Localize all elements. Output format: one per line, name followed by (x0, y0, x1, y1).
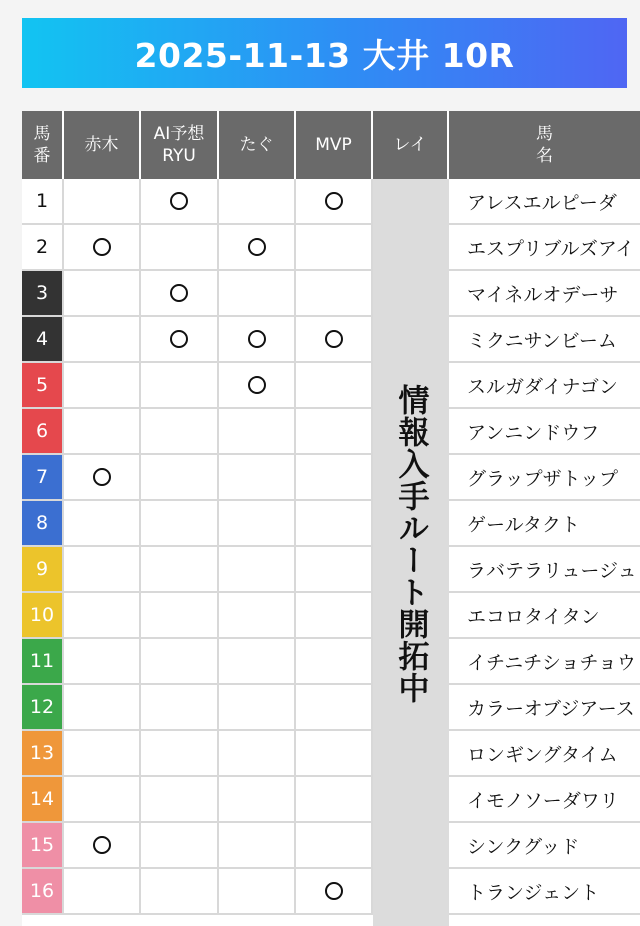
tagu-cell (219, 363, 296, 409)
prediction-table (22, 111, 640, 926)
akagi-cell (64, 869, 141, 915)
table-row (22, 501, 640, 547)
tagu-cell (219, 225, 296, 271)
header-akagi: 赤木 (64, 111, 141, 179)
akagi-cell (64, 593, 141, 639)
tagu-cell (219, 271, 296, 317)
horse-name: アンニンドウフ (449, 409, 640, 455)
horse-name: ゲールタクト (449, 501, 640, 547)
mvp-cell (296, 685, 373, 731)
circle-mark-icon (93, 468, 111, 486)
ai-cell (141, 409, 219, 455)
mvp-cell (296, 455, 373, 501)
akagi-cell (64, 317, 141, 363)
mvp-cell (296, 363, 373, 409)
akagi-cell (64, 363, 141, 409)
mvp-cell (296, 823, 373, 869)
horse-number: 15 (22, 823, 64, 869)
mvp-cell (296, 179, 373, 225)
table-row (22, 777, 640, 823)
circle-mark-icon (170, 192, 188, 210)
circle-mark-icon (93, 836, 111, 854)
ai-cell (141, 593, 219, 639)
horse-name: ラバテラリュージュ (449, 547, 640, 593)
mvp-cell (296, 777, 373, 823)
table-row (22, 869, 640, 915)
horse-number: 1 (22, 179, 64, 225)
ai-cell (141, 547, 219, 593)
mvp-cell (296, 639, 373, 685)
horse-name: カラーオブジアース (449, 685, 640, 731)
horse-number: 6 (22, 409, 64, 455)
akagi-cell (64, 685, 141, 731)
ai-cell (141, 225, 219, 271)
akagi-cell (64, 777, 141, 823)
ai-cell (141, 501, 219, 547)
table-row (22, 731, 640, 777)
mvp-cell (296, 225, 373, 271)
rei-note-text: 情報入手ルート開拓中 (392, 384, 429, 704)
mvp-cell (296, 547, 373, 593)
akagi-cell (64, 547, 141, 593)
table-row (22, 409, 640, 455)
header-ai-ryu: AI予想 RYU (141, 111, 219, 179)
mvp-cell (296, 271, 373, 317)
table-row (22, 363, 640, 409)
tagu-cell (219, 869, 296, 915)
table-row (22, 547, 640, 593)
akagi-cell (64, 823, 141, 869)
horse-name: イモノソーダワリ (449, 777, 640, 823)
tagu-cell (219, 409, 296, 455)
mvp-cell (296, 409, 373, 455)
horse-name: アレスエルピーダ (449, 179, 640, 225)
akagi-cell (64, 731, 141, 777)
table-row (22, 639, 640, 685)
circle-mark-icon (170, 330, 188, 348)
table-row (22, 685, 640, 731)
akagi-cell (64, 639, 141, 685)
akagi-cell (64, 225, 141, 271)
horse-number: 8 (22, 501, 64, 547)
tagu-cell (219, 731, 296, 777)
horse-name: ミクニサンビーム (449, 317, 640, 363)
header-mvp: MVP (296, 111, 373, 179)
horse-number: 9 (22, 547, 64, 593)
ai-cell (141, 179, 219, 225)
ai-cell (141, 271, 219, 317)
horse-number: 5 (22, 363, 64, 409)
horse-number: 10 (22, 593, 64, 639)
horse-name: シンクグッド (449, 823, 640, 869)
table-row (22, 271, 640, 317)
ai-cell (141, 731, 219, 777)
horse-number: 3 (22, 271, 64, 317)
tagu-cell (219, 685, 296, 731)
circle-mark-icon (93, 238, 111, 256)
horse-name: エスプリブルズアイ (449, 225, 640, 271)
table-row (22, 317, 640, 363)
mvp-cell (296, 731, 373, 777)
mvp-cell (296, 501, 373, 547)
circle-mark-icon (325, 192, 343, 210)
horse-name: グラップザトップ (449, 455, 640, 501)
header-tagu: たぐ (219, 111, 296, 179)
horse-name: スルガダイナゴン (449, 363, 640, 409)
ai-cell (141, 685, 219, 731)
akagi-cell (64, 409, 141, 455)
circle-mark-icon (248, 238, 266, 256)
horse-number: 2 (22, 225, 64, 271)
tagu-cell (219, 455, 296, 501)
rei-column-note (373, 179, 449, 926)
horse-number: 7 (22, 455, 64, 501)
ai-cell (141, 639, 219, 685)
akagi-cell (64, 501, 141, 547)
table-row (22, 225, 640, 271)
mvp-cell (296, 593, 373, 639)
tagu-cell (219, 317, 296, 363)
tagu-cell (219, 639, 296, 685)
race-title-banner (22, 18, 627, 88)
header-horse-number: 馬 番 (22, 111, 64, 179)
table-row (22, 823, 640, 869)
akagi-cell (64, 455, 141, 501)
horse-number: 12 (22, 685, 64, 731)
circle-mark-icon (248, 376, 266, 394)
horse-number: 13 (22, 731, 64, 777)
tagu-cell (219, 593, 296, 639)
mvp-cell (296, 317, 373, 363)
horse-number: 16 (22, 869, 64, 915)
tagu-cell (219, 547, 296, 593)
table-row (22, 455, 640, 501)
mvp-cell (296, 869, 373, 915)
ai-cell (141, 869, 219, 915)
ai-cell (141, 777, 219, 823)
circle-mark-icon (325, 882, 343, 900)
circle-mark-icon (325, 330, 343, 348)
tagu-cell (219, 777, 296, 823)
tagu-cell (219, 501, 296, 547)
horse-number: 11 (22, 639, 64, 685)
circle-mark-icon (170, 284, 188, 302)
header-rei: レイ (373, 111, 449, 179)
tagu-cell (219, 179, 296, 225)
akagi-cell (64, 271, 141, 317)
ai-cell (141, 363, 219, 409)
ai-cell (141, 317, 219, 363)
table-row (22, 593, 640, 639)
ai-cell (141, 455, 219, 501)
horse-name: イチニチショチョウ (449, 639, 640, 685)
horse-name: トランジェント (449, 869, 640, 915)
tagu-cell (219, 823, 296, 869)
circle-mark-icon (248, 330, 266, 348)
horse-name: ロンギングタイム (449, 731, 640, 777)
header-horse-name: 馬 名 (449, 111, 640, 179)
horse-number: 14 (22, 777, 64, 823)
horse-name: エコロタイタン (449, 593, 640, 639)
akagi-cell (64, 179, 141, 225)
table-row (22, 179, 640, 225)
horse-name: マイネルオデーサ (449, 271, 640, 317)
ai-cell (141, 823, 219, 869)
race-title: 2025-11-13 大井 10R (134, 35, 515, 75)
horse-number: 4 (22, 317, 64, 363)
